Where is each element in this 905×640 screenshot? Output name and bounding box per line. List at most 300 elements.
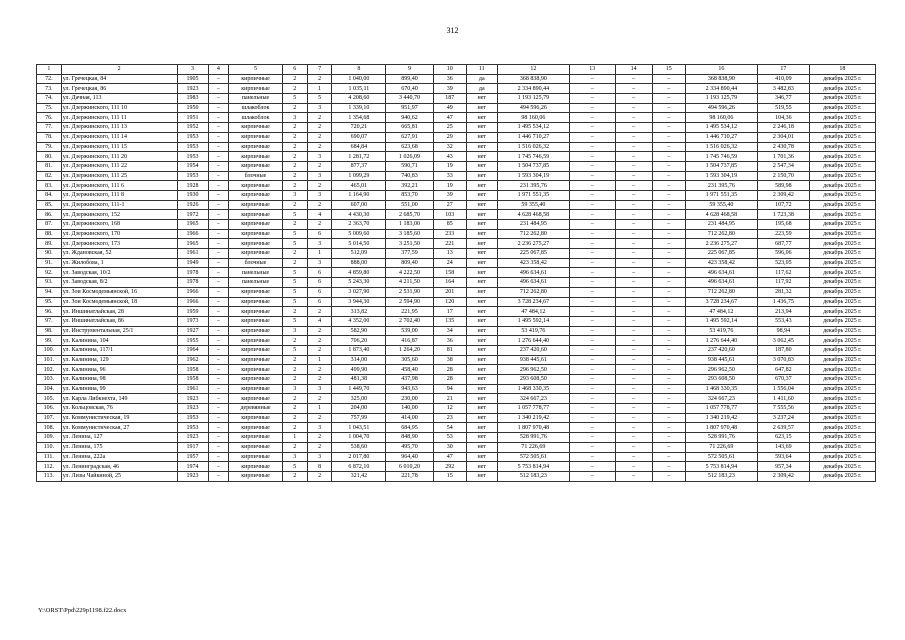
- table-cell: декабрь 2025 г.: [809, 132, 875, 142]
- table-cell: 523,05: [758, 258, 810, 268]
- table-cell: ул. Дзержинского, 111 25: [61, 171, 177, 181]
- table-cell: кирпичные: [229, 210, 283, 220]
- table-cell: декабрь 2025 г.: [809, 404, 875, 414]
- table-cell: 539,00: [386, 326, 434, 336]
- table-row: [37, 103, 876, 113]
- table-cell: –: [615, 307, 652, 317]
- table-cell: –: [570, 123, 615, 133]
- table-cell: кирпичные: [229, 181, 283, 191]
- table-cell: 1 164,90: [332, 190, 386, 200]
- table-cell: 496 634,61: [685, 278, 757, 288]
- table-cell: 512 183,23: [685, 471, 757, 481]
- table-cell: –: [208, 452, 229, 462]
- table-row: [37, 152, 876, 162]
- table-cell: 225 067,85: [497, 249, 569, 259]
- table-cell: декабрь 2025 г.: [809, 462, 875, 472]
- table-cell: –: [570, 161, 615, 171]
- table-cell: 59 355,40: [685, 200, 757, 210]
- table-cell: 3: [307, 190, 332, 200]
- table-cell: –: [570, 297, 615, 307]
- column-number: 16: [685, 65, 757, 75]
- table-cell: 1953: [177, 142, 208, 152]
- table-cell: 607,00: [332, 200, 386, 210]
- table-cell: 1923: [177, 394, 208, 404]
- table-cell: декабрь 2025 г.: [809, 345, 875, 355]
- table-cell: 3: [282, 190, 307, 200]
- table-cell: –: [570, 462, 615, 472]
- table-cell: 5: [282, 316, 307, 326]
- table-cell: –: [570, 442, 615, 452]
- table-cell: 499,90: [332, 365, 386, 375]
- table-cell: –: [208, 365, 229, 375]
- table-cell: 71 226,69: [685, 442, 757, 452]
- table-cell: нет: [466, 239, 497, 249]
- table-cell: 1 495 592,14: [497, 316, 569, 326]
- table-cell: 325,00: [332, 394, 386, 404]
- table-cell: –: [570, 113, 615, 123]
- table-cell: ул. Дзержинского, 168: [61, 220, 177, 230]
- table-cell: 108.: [37, 423, 62, 433]
- table-cell: 1 495 534,12: [497, 123, 569, 133]
- table-cell: –: [208, 287, 229, 297]
- table-cell: 6: [307, 229, 332, 239]
- table-cell: 1953: [177, 171, 208, 181]
- table-cell: –: [615, 132, 652, 142]
- table-cell: –: [570, 287, 615, 297]
- table-cell: кирпичные: [229, 123, 283, 133]
- table-cell: декабрь 2025 г.: [809, 74, 875, 84]
- table-cell: 1 004,70: [332, 433, 386, 443]
- table-cell: –: [570, 229, 615, 239]
- table-cell: –: [570, 471, 615, 481]
- table-cell: 4 628 468,58: [497, 210, 569, 220]
- table-cell: 5: [282, 210, 307, 220]
- table-cell: –: [208, 152, 229, 162]
- table-cell: –: [615, 94, 652, 104]
- table-cell: нет: [466, 103, 497, 113]
- table-cell: 5 753 814,94: [497, 462, 569, 472]
- table-cell: декабрь 2025 г.: [809, 413, 875, 423]
- table-cell: кирпичные: [229, 142, 283, 152]
- table-cell: 5: [282, 297, 307, 307]
- table-cell: 4 222,50: [386, 268, 434, 278]
- table-cell: –: [570, 375, 615, 385]
- table-cell: нет: [466, 384, 497, 394]
- table-cell: декабрь 2025 г.: [809, 113, 875, 123]
- table-cell: –: [615, 142, 652, 152]
- table-cell: 1 026,09: [386, 152, 434, 162]
- table-cell: –: [570, 200, 615, 210]
- table-cell: декабрь 2025 г.: [809, 123, 875, 133]
- table-cell: 2 246,18: [758, 123, 810, 133]
- table-cell: нет: [466, 249, 497, 259]
- table-cell: –: [652, 152, 685, 162]
- table-cell: нет: [466, 355, 497, 365]
- table-cell: 158: [433, 268, 466, 278]
- table-cell: 687,77: [758, 239, 810, 249]
- table-cell: 423 358,42: [685, 258, 757, 268]
- table-cell: 90.: [37, 249, 62, 259]
- table-cell: 143,69: [758, 442, 810, 452]
- table-cell: 572 505,61: [685, 452, 757, 462]
- table-cell: 1 276 644,40: [497, 336, 569, 346]
- table-cell: 2 685,70: [386, 210, 434, 220]
- table-cell: 940,62: [386, 113, 434, 123]
- table-cell: 1966: [177, 297, 208, 307]
- table-cell: 1 556,04: [758, 384, 810, 394]
- table-cell: кирпичные: [229, 132, 283, 142]
- table-cell: 7 555,56: [758, 404, 810, 414]
- table-cell: 2: [282, 103, 307, 113]
- table-cell: 368 838,90: [685, 74, 757, 84]
- table-cell: 105.: [37, 394, 62, 404]
- table-cell: 32: [433, 142, 466, 152]
- table-cell: 43: [433, 152, 466, 162]
- table-cell: 2 639,57: [758, 423, 810, 433]
- table-cell: –: [652, 404, 685, 414]
- table-row: [37, 394, 876, 404]
- table-cell: кирпичные: [229, 220, 283, 230]
- table-cell: 1974: [177, 462, 208, 472]
- table-cell: 100.: [37, 345, 62, 355]
- table-cell: 5: [282, 268, 307, 278]
- table-row: [37, 161, 876, 171]
- table-cell: 757,99: [332, 413, 386, 423]
- table-cell: 305,60: [386, 355, 434, 365]
- table-cell: нет: [466, 471, 497, 481]
- table-cell: 4 208,60: [332, 94, 386, 104]
- table-cell: –: [652, 297, 685, 307]
- table-cell: 1953: [177, 423, 208, 433]
- table-cell: 231 395,76: [685, 181, 757, 191]
- table-cell: 1964: [177, 345, 208, 355]
- table-row: [37, 297, 876, 307]
- table-cell: 84.: [37, 190, 62, 200]
- table-cell: 1 449,70: [332, 384, 386, 394]
- table-cell: 5 753 814,94: [685, 462, 757, 472]
- table-cell: –: [208, 394, 229, 404]
- table-cell: 712 262,80: [497, 287, 569, 297]
- table-cell: –: [652, 142, 685, 152]
- table-cell: блочные: [229, 258, 283, 268]
- table-cell: –: [208, 423, 229, 433]
- table-cell: нет: [466, 297, 497, 307]
- table-cell: –: [208, 316, 229, 326]
- table-cell: 519,55: [758, 103, 810, 113]
- table-cell: кирпичные: [229, 84, 283, 94]
- table-cell: 8: [307, 462, 332, 472]
- table-cell: 237 420,60: [685, 345, 757, 355]
- table-cell: –: [615, 84, 652, 94]
- table-cell: –: [570, 268, 615, 278]
- table-cell: декабрь 2025 г.: [809, 452, 875, 462]
- table-cell: 888,00: [332, 258, 386, 268]
- table-cell: 230,00: [386, 394, 434, 404]
- table-cell: –: [652, 413, 685, 423]
- table-cell: 1 516 026,32: [497, 142, 569, 152]
- table-cell: –: [652, 326, 685, 336]
- table-cell: декабрь 2025 г.: [809, 307, 875, 317]
- table-cell: –: [570, 249, 615, 259]
- table-cell: нет: [466, 442, 497, 452]
- table-cell: 1 339,10: [332, 103, 386, 113]
- table-cell: 33: [433, 171, 466, 181]
- table-cell: 49: [433, 103, 466, 113]
- table-cell: декабрь 2025 г.: [809, 220, 875, 230]
- table-cell: 538,60: [332, 442, 386, 452]
- table-cell: 1 873,40: [332, 345, 386, 355]
- table-cell: ул. Калинина, 96: [61, 365, 177, 375]
- table-cell: нет: [466, 258, 497, 268]
- table-cell: ул. Дзержинского, 111 20: [61, 152, 177, 162]
- column-number: 9: [386, 65, 434, 75]
- table-cell: 3: [307, 103, 332, 113]
- table-cell: 1 495 592,14: [685, 316, 757, 326]
- table-cell: –: [208, 413, 229, 423]
- table-cell: –: [615, 161, 652, 171]
- table-cell: 465,01: [332, 181, 386, 191]
- table-cell: 281,32: [758, 287, 810, 297]
- table-cell: декабрь 2025 г.: [809, 161, 875, 171]
- table-cell: 712 262,80: [685, 229, 757, 239]
- table-cell: нет: [466, 181, 497, 191]
- table-cell: –: [652, 471, 685, 481]
- table-cell: ул. Дзержинского, 170: [61, 229, 177, 239]
- table-row: [37, 239, 876, 249]
- table-cell: –: [570, 452, 615, 462]
- table-cell: 103.: [37, 375, 62, 385]
- table-cell: 2: [307, 413, 332, 423]
- table-row: [37, 433, 876, 443]
- table-cell: 1953: [177, 413, 208, 423]
- table-cell: 12: [433, 404, 466, 414]
- table-cell: 2 236 275,27: [685, 239, 757, 249]
- table-cell: 647,82: [758, 365, 810, 375]
- table-cell: ул. Калинина, 99: [61, 384, 177, 394]
- table-cell: 5: [282, 462, 307, 472]
- table-cell: –: [615, 471, 652, 481]
- table-cell: –: [208, 384, 229, 394]
- table-cell: –: [570, 132, 615, 142]
- table-cell: 2: [307, 345, 332, 355]
- table-cell: 3: [307, 384, 332, 394]
- table-cell: 1951: [177, 113, 208, 123]
- table-cell: 1923: [177, 84, 208, 94]
- column-number: 14: [615, 65, 652, 75]
- table-cell: 79.: [37, 142, 62, 152]
- table-cell: 4 211,50: [386, 278, 434, 288]
- table-cell: –: [652, 462, 685, 472]
- table-cell: 2: [282, 307, 307, 317]
- table-cell: 1961: [177, 384, 208, 394]
- table-cell: 1965: [177, 220, 208, 230]
- table-cell: 111.: [37, 452, 62, 462]
- table-cell: декабрь 2025 г.: [809, 297, 875, 307]
- table-cell: нет: [466, 220, 497, 230]
- table-cell: 2: [282, 471, 307, 481]
- table-cell: –: [615, 394, 652, 404]
- table-cell: 1953: [177, 152, 208, 162]
- table-cell: 1926: [177, 200, 208, 210]
- table-cell: 1 057 778,77: [685, 404, 757, 414]
- table-cell: 496 634,61: [497, 268, 569, 278]
- table-cell: нет: [466, 365, 497, 375]
- table-cell: –: [652, 210, 685, 220]
- housing-table: [36, 64, 876, 482]
- table-cell: 95.: [37, 297, 62, 307]
- table-cell: –: [652, 316, 685, 326]
- table-row: [37, 278, 876, 288]
- table-cell: панельные: [229, 268, 283, 278]
- table-cell: 2 531,90: [386, 287, 434, 297]
- table-cell: нет: [466, 413, 497, 423]
- table-cell: 5 009,60: [332, 229, 386, 239]
- table-cell: –: [652, 365, 685, 375]
- table-cell: 36: [433, 74, 466, 84]
- table-cell: –: [615, 278, 652, 288]
- table-cell: 2 309,42: [758, 190, 810, 200]
- table-cell: 2: [282, 365, 307, 375]
- table-cell: 512,09: [332, 249, 386, 259]
- table-cell: 36: [433, 336, 466, 346]
- table-row: [37, 84, 876, 94]
- table-cell: 3 728 234,67: [685, 297, 757, 307]
- table-cell: 1 495 534,12: [685, 123, 757, 133]
- table-cell: декабрь 2025 г.: [809, 287, 875, 297]
- table-cell: –: [570, 171, 615, 181]
- table-cell: 1 971 551,35: [685, 190, 757, 200]
- table-cell: 3 185,60: [386, 229, 434, 239]
- table-row: [37, 200, 876, 210]
- table-cell: декабрь 2025 г.: [809, 239, 875, 249]
- table-cell: –: [652, 336, 685, 346]
- table-cell: 4 352,00: [332, 316, 386, 326]
- table-cell: 2 304,01: [758, 132, 810, 142]
- table-cell: 877,37: [332, 161, 386, 171]
- table-cell: кирпичные: [229, 249, 283, 259]
- table-cell: кирпичные: [229, 161, 283, 171]
- table-cell: 53: [433, 433, 466, 443]
- table-row: [37, 220, 876, 230]
- table-cell: –: [208, 326, 229, 336]
- table-cell: ул. Карла Либкнехта, 149: [61, 394, 177, 404]
- table-cell: нет: [466, 210, 497, 220]
- table-cell: 2: [307, 181, 332, 191]
- table-cell: нет: [466, 94, 497, 104]
- table-cell: нет: [466, 326, 497, 336]
- column-number: 15: [652, 65, 685, 75]
- table-cell: –: [615, 452, 652, 462]
- table-cell: 2: [282, 181, 307, 191]
- table-cell: –: [208, 200, 229, 210]
- table-cell: нет: [466, 316, 497, 326]
- table-cell: –: [615, 268, 652, 278]
- table-cell: 392,21: [386, 181, 434, 191]
- table-cell: 1923: [177, 433, 208, 443]
- table-cell: –: [208, 345, 229, 355]
- table-cell: –: [208, 171, 229, 181]
- table-cell: 1 043,51: [332, 423, 386, 433]
- table-cell: –: [615, 152, 652, 162]
- table-row: [37, 258, 876, 268]
- table-row: [37, 123, 876, 133]
- table-cell: ул. Иншинатлайская, 86: [61, 316, 177, 326]
- table-cell: 2: [282, 132, 307, 142]
- table-cell: –: [615, 462, 652, 472]
- table-cell: 6: [307, 297, 332, 307]
- table-cell: 39: [433, 84, 466, 94]
- table-cell: кирпичные: [229, 394, 283, 404]
- table-cell: кирпичные: [229, 471, 283, 481]
- table-cell: 2: [282, 442, 307, 452]
- table-cell: –: [570, 316, 615, 326]
- table-cell: блочные: [229, 171, 283, 181]
- table-cell: 53 419,76: [685, 326, 757, 336]
- table-cell: 103: [433, 210, 466, 220]
- table-cell: –: [615, 336, 652, 346]
- table-cell: декабрь 2025 г.: [809, 423, 875, 433]
- table-cell: 17: [433, 307, 466, 317]
- table-cell: 135: [433, 316, 466, 326]
- table-cell: –: [615, 258, 652, 268]
- table-cell: 4: [307, 210, 332, 220]
- table-cell: 2: [282, 84, 307, 94]
- table-cell: ул. Калинина, 104: [61, 336, 177, 346]
- table-cell: 4 859,80: [332, 268, 386, 278]
- table-cell: 1927: [177, 326, 208, 336]
- table-cell: 3: [307, 258, 332, 268]
- table-cell: ул. Заводская, 8/2: [61, 278, 177, 288]
- table-row: [37, 442, 876, 452]
- table-cell: декабрь 2025 г.: [809, 471, 875, 481]
- table-row: [37, 229, 876, 239]
- table-cell: 99.: [37, 336, 62, 346]
- table-cell: 3 440,70: [386, 94, 434, 104]
- table-cell: –: [615, 113, 652, 123]
- table-cell: 1917: [177, 442, 208, 452]
- table-cell: 74.: [37, 94, 62, 104]
- table-cell: –: [208, 190, 229, 200]
- file-path-footer: Y:\ORST\Ppd\229p1198.f22.docx: [38, 607, 127, 614]
- table-cell: 76.: [37, 113, 62, 123]
- table-cell: 3: [307, 423, 332, 433]
- table-cell: –: [208, 229, 229, 239]
- table-cell: 1 971 551,35: [497, 190, 569, 200]
- table-cell: кирпичные: [229, 239, 283, 249]
- table-cell: 1 593 304,19: [685, 171, 757, 181]
- table-cell: –: [615, 190, 652, 200]
- table-cell: шлакоблок: [229, 113, 283, 123]
- table-cell: 96.: [37, 307, 62, 317]
- table-cell: 1954: [177, 161, 208, 171]
- table-cell: 24: [433, 258, 466, 268]
- table-cell: декабрь 2025 г.: [809, 384, 875, 394]
- column-number: 17: [758, 65, 810, 75]
- table-row: [37, 355, 876, 365]
- table-cell: 553,43: [758, 316, 810, 326]
- table-cell: 225 067,85: [685, 249, 757, 259]
- table-cell: 2: [307, 375, 332, 385]
- table-cell: 5: [282, 287, 307, 297]
- table-cell: 3: [282, 326, 307, 336]
- table-cell: –: [652, 355, 685, 365]
- table-cell: 98.: [37, 326, 62, 336]
- table-cell: нет: [466, 190, 497, 200]
- table-cell: 1: [307, 355, 332, 365]
- table-cell: 6: [307, 268, 332, 278]
- column-number: 3: [177, 65, 208, 75]
- table-cell: –: [615, 181, 652, 191]
